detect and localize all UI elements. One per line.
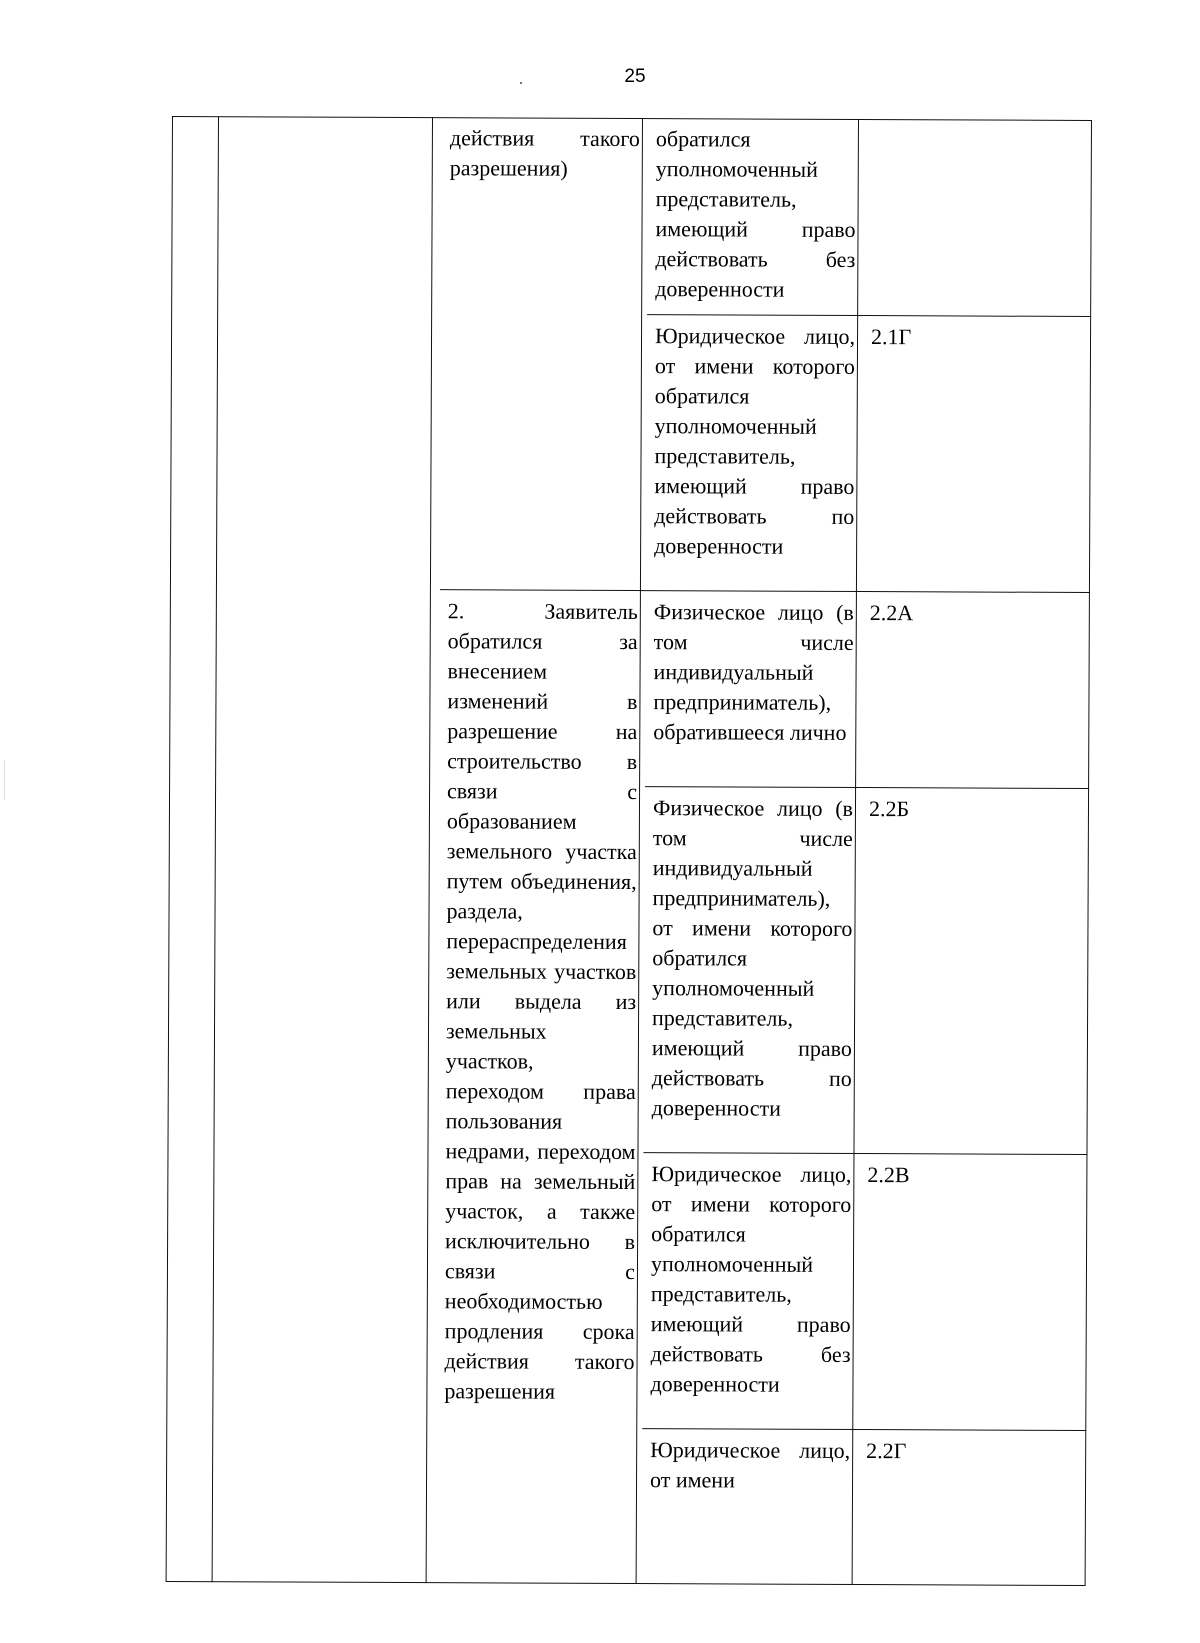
table-column-1 bbox=[166, 116, 219, 1582]
code-text: 2.1Г bbox=[870, 324, 912, 350]
page-number: 25 bbox=[624, 66, 646, 87]
applicant-text: обратился уполномоченный представитель, имеющий право действовать без доверенности bbox=[655, 126, 856, 302]
scan-edge-mark bbox=[4, 760, 5, 800]
document-table bbox=[166, 116, 1092, 1586]
cell-text: действия такого разрешения) bbox=[449, 125, 640, 181]
table-cell-code bbox=[858, 1153, 1087, 1430]
table-row bbox=[647, 118, 864, 315]
table-row bbox=[645, 590, 862, 787]
table-cell-code bbox=[863, 119, 1092, 316]
applicant-text: Физическое лицо (в том числе индивидуальный предприниматель), обратившееся лично bbox=[653, 599, 854, 745]
applicant-text: Юридическое лицо, от имени которого обратился уполномоченный представитель, имеющий право действовать без доверенности bbox=[650, 1161, 852, 1397]
table-row bbox=[643, 786, 861, 1153]
applicant-text: Юридическое лицо, от имени которого обратился уполномоченный представитель, имеющий право действовать по доверенности bbox=[654, 323, 856, 559]
cell-text: 2. Заявитель обратился за внесением изменений в разрешение на строительство в связи с образованием земельного участка путем объединения, раздела, перераспределения земельных участков или выдела из земельных участков, переходом права пользования недрами, переходом прав на земельный участок, а также исключительно в связи с необходимостью продления срока действия такого разрешения bbox=[444, 598, 638, 1404]
table-cell-condition-2 bbox=[436, 589, 646, 1584]
code-text: 2.2В bbox=[867, 1162, 910, 1188]
code-text: 2.2Г bbox=[866, 1438, 907, 1464]
scan-speck bbox=[520, 82, 522, 84]
table-cell-code bbox=[861, 591, 1090, 788]
table-row bbox=[642, 1428, 859, 1585]
table-cell-code bbox=[859, 787, 1089, 1154]
applicant-text: Юридическое лицо, от имени bbox=[650, 1437, 851, 1493]
table-cell-code bbox=[858, 1429, 1087, 1586]
applicant-text: Физическое лицо (в том числе индивидуальный предприниматель), от имени которого обратился уполномоченный представитель, имеющий право действовать по доверенности bbox=[651, 795, 854, 1121]
code-text: 2.2А bbox=[869, 600, 914, 626]
table-row bbox=[642, 1152, 859, 1429]
code-text: 2.2Б bbox=[868, 796, 910, 822]
table-row bbox=[646, 314, 863, 591]
table-cell-code bbox=[862, 315, 1091, 592]
table-cell-condition-1 bbox=[440, 117, 648, 590]
table-column-2 bbox=[212, 116, 433, 1583]
